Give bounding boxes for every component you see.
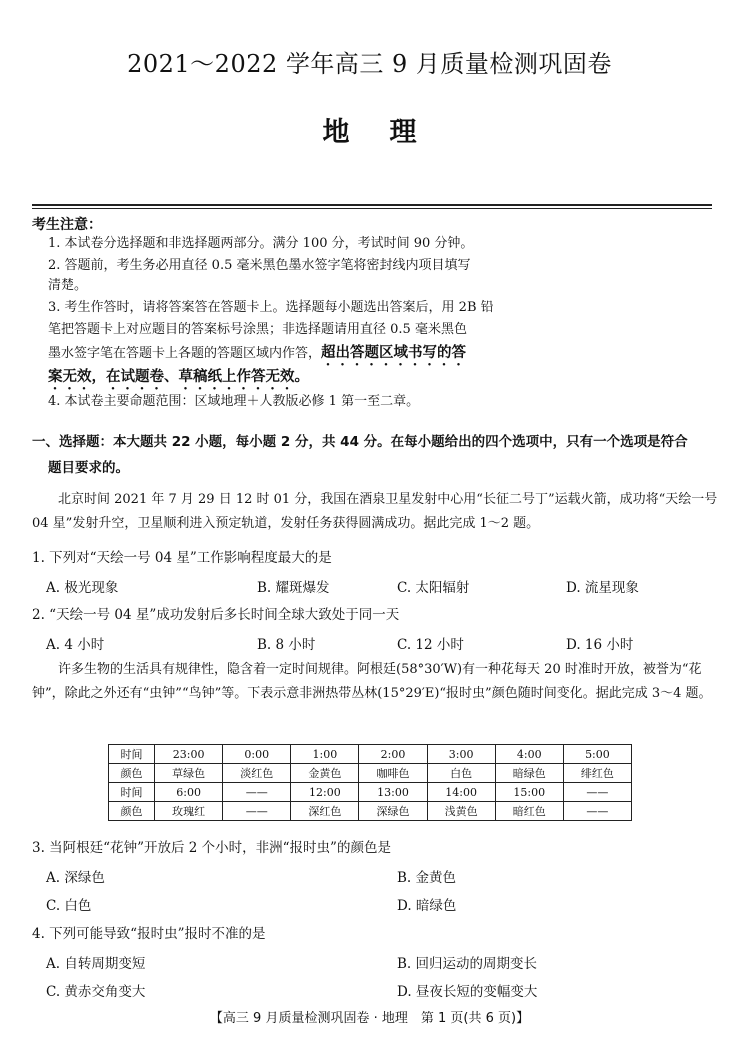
q2-option-a[interactable]: A. 4 小时 <box>46 637 105 653</box>
notice-warning-bold: 超出答题区域书写的答 <box>321 345 467 361</box>
q3-option-a[interactable]: A. 深绿色 <box>46 870 105 886</box>
table-cell: 13:00 <box>359 783 427 802</box>
notice-item-3-text: 墨水签字笔在答题卡上各题的答题区域内作答， <box>48 346 322 361</box>
q1-option-d[interactable]: D. 流星现象 <box>566 580 639 596</box>
q4-option-d[interactable]: D. 昼夜长短的变幅变大 <box>397 984 538 1000</box>
table-cell: 14:00 <box>427 783 495 802</box>
q4-option-c[interactable]: C. 黄赤交角变大 <box>46 984 146 1000</box>
table-cell: 6:00 <box>155 783 223 802</box>
table-cell: 暗绿色 <box>495 764 563 783</box>
table-cell: 草绿色 <box>155 764 223 783</box>
table-cell: 玫瑰红 <box>155 802 223 821</box>
question-4: 4. 下列可能导致“报时虫”报时不准的是 <box>32 926 266 942</box>
table-cell: 颜色 <box>109 802 155 821</box>
table-cell: 23:00 <box>155 745 223 764</box>
notice-item-3: 3. 考生作答时，请将答案答在答题卡上。选择题每小题选出答案后，用 2B 铅 <box>48 300 494 315</box>
q1-option-b[interactable]: B. 耀斑爆发 <box>257 580 330 596</box>
page-footer: 【高三 9 月质量检测巩固卷 · 地理 第 1 页(共 6 页)】 <box>209 1011 530 1026</box>
table-cell: 1:00 <box>291 745 359 764</box>
notice-item-4: 4. 本试卷主要命题范围：区域地理＋人教版必修 1 第一至二章。 <box>48 394 420 409</box>
q1-option-c[interactable]: C. 太阳辐射 <box>397 580 470 596</box>
q4-option-a[interactable]: A. 自转周期变短 <box>46 956 146 972</box>
table-cell: 淡红色 <box>223 764 291 783</box>
table-cell: 深红色 <box>291 802 359 821</box>
table-cell: 0:00 <box>223 745 291 764</box>
reporter-insect-table <box>108 744 632 821</box>
notice-item-2-cont: 清楚。 <box>48 278 88 293</box>
exam-title: 2021～2022 学年高三 9 月质量检测巩固卷 <box>127 50 612 78</box>
q3-option-c[interactable]: C. 白色 <box>46 898 92 914</box>
question-1: 1. 下列对“天绘一号 04 星”工作影响程度最大的是 <box>32 550 332 566</box>
q2-option-b[interactable]: B. 8 小时 <box>257 637 316 653</box>
table-cell: 时间 <box>109 783 155 802</box>
table-cell: 5:00 <box>563 745 631 764</box>
table-row <box>109 783 632 802</box>
notice-title: 考生注意： <box>32 217 102 233</box>
table-cell: 时间 <box>109 745 155 764</box>
passage-1: 北京时间 2021 年 7 月 29 日 12 时 01 分，我国在酒泉卫星发射中心用“长征二号丁”运载火箭，成功将“天绘一号 04 星”发射升空，卫星顺利进入预定轨道，发射任务获得圆满成功。据此完成 1～2 题。 <box>32 492 718 531</box>
q3-option-d[interactable]: D. 暗绿色 <box>397 898 457 914</box>
table-cell: —— <box>223 783 291 802</box>
table-cell: 12:00 <box>291 783 359 802</box>
section-heading: 一、选择题：本大题共 22 小题，每小题 2 分，共 44 分。在每小题给出的四个选项中，只有一个选项是符合 <box>32 434 688 450</box>
q4-option-b[interactable]: B. 回归运动的周期变长 <box>397 956 538 972</box>
passage-2: 许多生物的生活具有规律性，隐含着一定时间规律。阿根廷(58°30′W)有一种花每天 20 时准时开放，被誉为“花钟”，除此之外还有“虫钟”“鸟钟”等。下表示意非洲热带丛林(15°29′E)“报时虫”颜色随时间变化。据此完成 3～4 题。 <box>32 662 712 701</box>
table-row <box>109 764 632 783</box>
notice-item-3-line3 <box>48 343 466 369</box>
q2-option-c[interactable]: C. 12 小时 <box>397 637 464 653</box>
question-3: 3. 当阿根廷“花钟”开放后 2 个小时，非洲“报时虫”的颜色是 <box>32 840 391 856</box>
section-heading-cont: 题目要求的。 <box>48 460 129 476</box>
q2-option-d[interactable]: D. 16 小时 <box>566 637 634 653</box>
table-row <box>109 802 632 821</box>
subject-title: 地理 <box>322 117 457 148</box>
notice-item-1: 1. 本试卷分选择题和非选择题两部分。满分 100 分，考试时间 90 分钟。 <box>48 236 474 251</box>
table-cell: —— <box>563 802 631 821</box>
table-cell: 咖啡色 <box>359 764 427 783</box>
notice-item-3-line2: 笔把答题卡上对应题目的答案标号涂黑；非选择题请用直径 0.5 毫米黑色 <box>48 322 467 337</box>
divider-thin <box>32 208 712 209</box>
table-cell: 绯红色 <box>563 764 631 783</box>
table-cell: 浅黄色 <box>427 802 495 821</box>
notice-item-3-line4 <box>48 367 309 393</box>
table-cell: 3:00 <box>427 745 495 764</box>
table-cell: 颜色 <box>109 764 155 783</box>
table-cell: 金黄色 <box>291 764 359 783</box>
q1-option-a[interactable]: A. 极光现象 <box>46 580 119 596</box>
notice-warning-bold-2: 案无效，在试题卷、草稿纸上作答无效。 <box>48 369 309 385</box>
table-cell: 15:00 <box>495 783 563 802</box>
table-cell: 2:00 <box>359 745 427 764</box>
question-2: 2. “天绘一号 04 星”成功发射后多长时间全球大致处于同一天 <box>32 607 400 623</box>
table-cell: 4:00 <box>495 745 563 764</box>
table-cell: 白色 <box>427 764 495 783</box>
q3-option-b[interactable]: B. 金黄色 <box>397 870 457 886</box>
table-row <box>109 745 632 764</box>
divider-thick <box>32 204 712 206</box>
notice-item-2: 2. 答题前，考生务必用直径 0.5 毫米黑色墨水签字笔将密封线内项目填写 <box>48 258 471 273</box>
table-cell: 暗红色 <box>495 802 563 821</box>
table-cell: —— <box>563 783 631 802</box>
table-cell: —— <box>223 802 291 821</box>
table-cell: 深绿色 <box>359 802 427 821</box>
